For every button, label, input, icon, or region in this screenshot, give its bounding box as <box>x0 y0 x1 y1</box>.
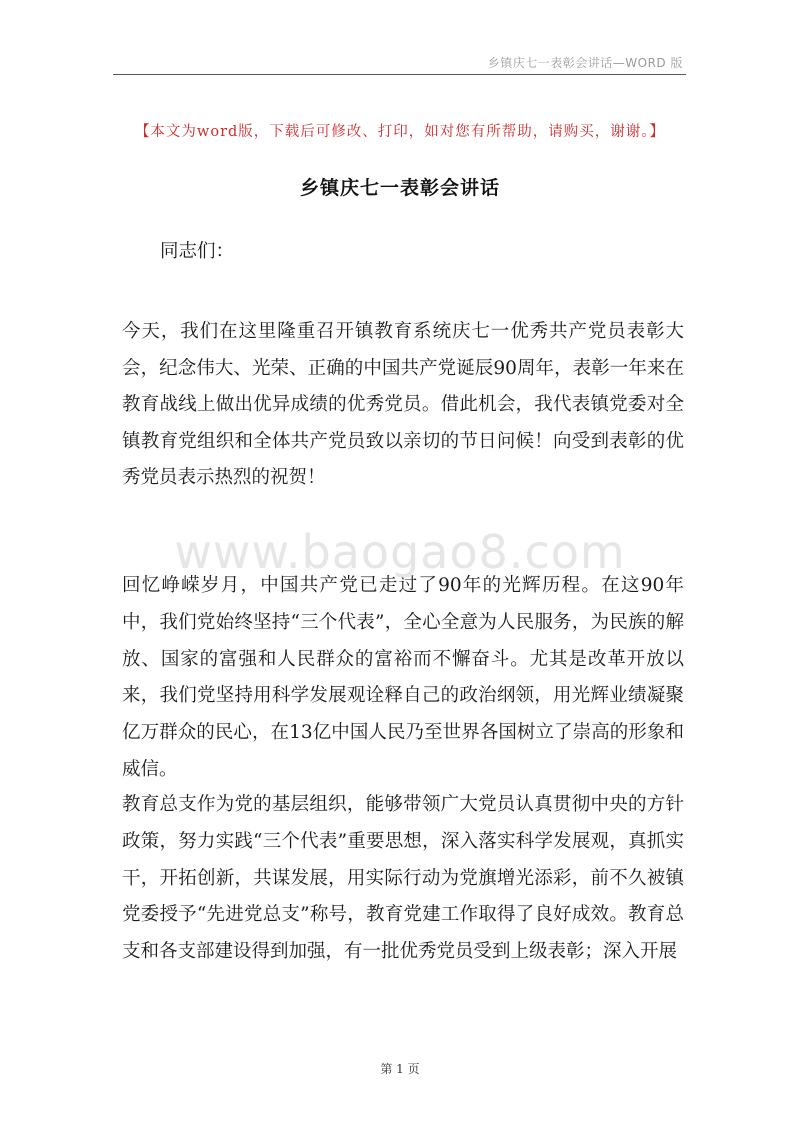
paragraph-1: 今天，我们在这里隆重召开镇教育系统庆七一优秀共产党员表彰大会，纪念伟大、光荣、正确的中国共产党诞辰90周年，表彰一年来在教育战线上做出优异成绩的优秀党员。借此机会，我代表镇党委对全镇教育党组织和全体共产党员致以亲切的节日问候！向受到表彰的优秀党员表示热烈的祝贺！ <box>122 321 684 488</box>
page-number: 第 1 页 <box>380 1062 420 1076</box>
running-header: 乡镇庆七一表彰会讲话—WORD 版 <box>487 56 683 70</box>
greeting: 同志们： <box>160 241 235 262</box>
download-notice: 【本文为word版，下载后可修改、打印，如对您有所帮助，请购买，谢谢。】 <box>134 124 666 140</box>
header-divider <box>113 74 686 75</box>
paragraph-3: 教育总支作为党的基层组织，能够带领广大党员认真贯彻中央的方针政策，努力实践“三个代表”重要思想，深入落实科学发展观，真抓实干，开拓创新，共谋发展，用实际行动为党旗增光添彩，前不久被镇党委授予“先进党总支”称号，教育党建工作取得了良好成效。教育总支和各支部建设得到加强，有一批优秀党员受到上级表彰；深入开展 <box>122 794 684 963</box>
watermark: www.baogao8.com <box>174 525 626 579</box>
paragraph-2: 回忆峥嵘岁月，中国共产党已走过了90年的光辉历程。在这90年中，我们党始终坚持“三个代表”，全心全意为人民服务，为民族的解放、国家的富强和人民群众的富裕而不懈奋斗。尤其是改革开放以来，我们党坚持用科学发展观诠释自己的政治纲领，用光辉业绩凝聚亿万群众的民心，在13亿中国人民乃至世界各国树立了崇高的形象和威信。 <box>122 575 684 780</box>
document-title: 乡镇庆七一表彰会讲话 <box>299 177 500 199</box>
